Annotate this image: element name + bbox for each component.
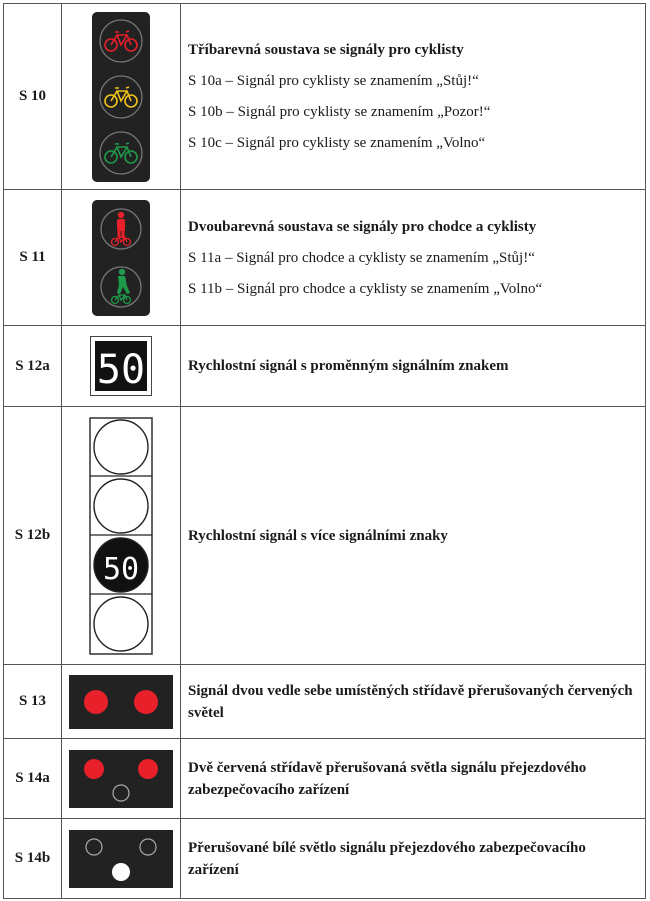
row-line: S 10c – Signál pro cyklisty se znamením „Volno“ xyxy=(188,135,486,151)
row-code: S 14a xyxy=(4,739,62,819)
multi-speed-signal-icon xyxy=(62,417,180,655)
row-picture xyxy=(62,819,181,899)
row-picture xyxy=(62,739,181,819)
pedestrian-bicycle-traffic-light-icon xyxy=(62,199,180,317)
row-title: Signál dvou vedle sebe umístěných střídavě přerušovaných červených světel xyxy=(188,682,633,721)
row-picture xyxy=(62,4,181,190)
row-line: S 10b – Signál pro cyklisty se znamením „Pozor!“ xyxy=(188,104,491,120)
bicycle-traffic-light-icon xyxy=(62,11,180,183)
table-row xyxy=(4,326,646,407)
row-picture xyxy=(62,190,181,326)
row-description xyxy=(181,739,646,819)
row-line: S 10a – Signál pro cyklisty se znamením „Stůj!“ xyxy=(188,73,479,89)
row-description xyxy=(181,407,646,665)
variable-speed-sign-icon xyxy=(62,336,180,396)
row-title: Rychlostní signál s proměnným signálním znakem xyxy=(188,358,509,374)
row-title: Přerušované bílé světlo signálu přejezdového zabezpečovacího zařízení xyxy=(188,839,586,878)
row-description xyxy=(181,190,646,326)
table-row xyxy=(4,407,646,665)
speed-value: 50 xyxy=(102,551,140,587)
row-description xyxy=(181,326,646,407)
table-row xyxy=(4,739,646,819)
row-description xyxy=(181,4,646,190)
row-picture xyxy=(62,407,181,665)
row-code: S 10 xyxy=(4,4,62,190)
row-code: S 13 xyxy=(4,665,62,739)
row-line: S 11b – Signál pro chodce a cyklisty se znamením „Volno“ xyxy=(188,280,543,297)
signal-table xyxy=(3,3,646,899)
table-row xyxy=(4,190,646,326)
table-row xyxy=(4,665,646,739)
table-row xyxy=(4,819,646,899)
speed-value: 50 xyxy=(96,347,146,393)
row-title: Dvě červená střídavě přerušovaná světla signálu přejezdového zabezpečovacího zařízení xyxy=(188,759,587,798)
row-picture xyxy=(62,326,181,407)
level-crossing-white-light-icon xyxy=(62,829,180,889)
row-picture xyxy=(62,665,181,739)
two-red-lights-icon xyxy=(62,674,180,730)
row-description xyxy=(181,665,646,739)
row-title: Tříbarevná soustava se signály pro cyklisty xyxy=(188,42,464,58)
row-line: S 11a – Signál pro chodce a cyklisty se znamením „Stůj!“ xyxy=(188,249,535,266)
level-crossing-red-lights-icon xyxy=(62,749,180,809)
row-title: Rychlostní signál s více signálními znaky xyxy=(188,527,448,544)
row-code: S 11 xyxy=(4,190,62,326)
row-code: S 12a xyxy=(4,326,62,407)
row-title: Dvoubarevná soustava se signály pro chodce a cyklisty xyxy=(188,218,537,235)
row-code: S 12b xyxy=(4,407,62,665)
row-description xyxy=(181,819,646,899)
row-code: S 14b xyxy=(4,819,62,899)
table-row xyxy=(4,4,646,190)
